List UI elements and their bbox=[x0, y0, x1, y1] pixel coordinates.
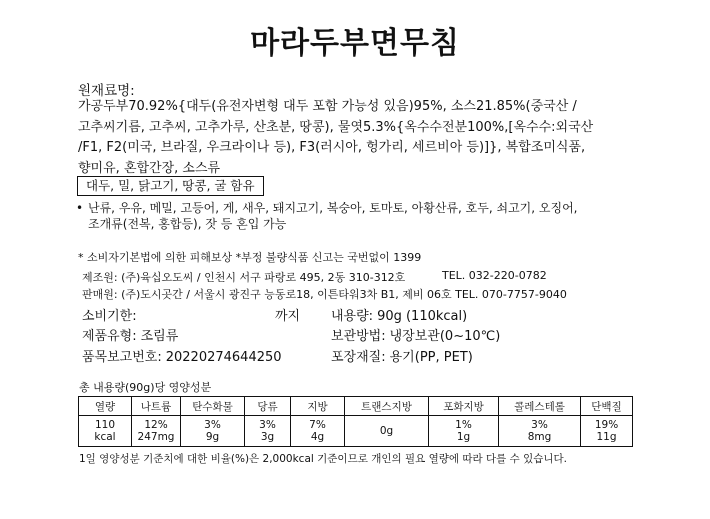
ingredients-line: /F1, F2(미국, 브라질, 우크라이나 등), F3(러시아, 헝가리, 세르비아 등)]}, 복합조미식품, bbox=[78, 140, 586, 155]
volume-label: 내용량: bbox=[331, 309, 374, 324]
storage-field bbox=[331, 325, 500, 344]
value-bottom: 4g bbox=[310, 431, 325, 443]
value-cell bbox=[499, 416, 581, 447]
cross-contamination-text bbox=[88, 200, 648, 232]
bullet-icon: • bbox=[76, 201, 84, 215]
header-cell: 트랜스지방 bbox=[345, 397, 429, 416]
value-cell bbox=[181, 416, 245, 447]
manufacturer-tel: TEL. 032-220-0782 bbox=[442, 269, 547, 282]
header-cell: 당류 bbox=[245, 397, 291, 416]
nutrition-title: 총 내용량(90g)당 영양성분 bbox=[79, 381, 212, 394]
value-top: 12% bbox=[144, 419, 168, 431]
value-top: 110 bbox=[94, 419, 116, 431]
value-bottom: 8mg bbox=[527, 431, 552, 443]
value-top: 0g bbox=[379, 425, 394, 437]
notice-line: 난류, 우유, 메밀, 고등어, 게, 새우, 돼지고기, 복숭아, 토마토, 아황산류, 호두, 쇠고기, 오징어, bbox=[88, 201, 578, 215]
value-bottom: 247mg bbox=[137, 431, 175, 443]
value-bottom: 3g bbox=[260, 431, 275, 443]
manufacturer-info: 제조원: (주)육십오도씨 / 인천시 서구 파랑로 495, 2동 310-312호 bbox=[82, 271, 406, 284]
product-title: 마라두부면무침 bbox=[250, 26, 460, 61]
ingredients-label: 원재료명: bbox=[78, 83, 135, 99]
expiry-field bbox=[82, 305, 137, 324]
volume-field bbox=[331, 305, 467, 324]
value-cell bbox=[345, 416, 429, 447]
value-top: 3% bbox=[259, 419, 276, 431]
storage-label: 보관방법: bbox=[331, 329, 386, 344]
value-cell bbox=[245, 416, 291, 447]
header-cell: 지방 bbox=[291, 397, 345, 416]
value-bottom: 1g bbox=[456, 431, 471, 443]
nutrition-header-row bbox=[79, 397, 633, 416]
value-cell bbox=[79, 416, 132, 447]
storage-value: 냉장보관(0~10℃) bbox=[389, 329, 501, 344]
header-cell: 탄수화물 bbox=[181, 397, 245, 416]
value-bottom: 9g bbox=[205, 431, 220, 443]
value-cell bbox=[291, 416, 345, 447]
value-cell bbox=[429, 416, 499, 447]
product-type-label: 제품유형: bbox=[82, 329, 137, 344]
expiry-label: 소비기한: bbox=[82, 309, 137, 324]
report-number-value: 20220274644250 bbox=[165, 350, 282, 365]
header-cell: 나트륨 bbox=[132, 397, 181, 416]
seller-info: 판매원: (주)도시곳간 / 서울시 광진구 능동로18, 이튼타워3차 B1, 제비 06호 TEL. 070-7757-9040 bbox=[82, 288, 567, 301]
notice-line: 조개류(전복, 홍합등), 잣 등 혼입 가능 bbox=[88, 217, 287, 231]
value-top: 3% bbox=[204, 419, 221, 431]
packaging-label: 포장재질: bbox=[331, 350, 386, 365]
header-cell: 열량 bbox=[79, 397, 132, 416]
report-number-label: 품목보고번호: bbox=[82, 350, 162, 365]
value-cell bbox=[581, 416, 633, 447]
ingredients-line: 향미유, 혼합간장, 소스류 bbox=[78, 160, 221, 176]
value-bottom: 11g bbox=[596, 431, 617, 443]
expiry-until: 까지 bbox=[275, 309, 301, 324]
volume-value: 90g (110kcal) bbox=[377, 309, 468, 324]
ingredients-line: 가공두부70.92%{대두(유전자변형 대두 포함 가능성 있음)95%, 소스21.85%(중국산 / bbox=[78, 99, 577, 114]
product-type-value: 조림류 bbox=[140, 329, 179, 344]
product-type-field bbox=[82, 325, 178, 344]
consumer-notice: * 소비자기본법에 의한 피해보상 *부정 불량식품 신고는 국번없이 1399 bbox=[78, 251, 422, 264]
value-top: 1% bbox=[455, 419, 472, 431]
report-number-field bbox=[82, 346, 282, 365]
nutrition-footnote: 1일 영양성분 기준치에 대한 비율(%)은 2,000kcal 기준이므로 개인의 필요 열량에 따라 다를 수 있습니다. bbox=[79, 453, 567, 465]
ingredients-list bbox=[78, 97, 638, 179]
nutrition-table bbox=[78, 396, 633, 447]
packaging-field bbox=[331, 346, 473, 365]
value-bottom: kcal bbox=[94, 431, 116, 443]
packaging-value: 용기(PP, PET) bbox=[389, 350, 473, 365]
allergen-box: 대두, 밀, 닭고기, 땅콩, 굴 함유 bbox=[77, 176, 264, 196]
value-cell bbox=[132, 416, 181, 447]
header-cell: 단백질 bbox=[581, 397, 633, 416]
value-top: 3% bbox=[531, 419, 548, 431]
header-cell: 포화지방 bbox=[429, 397, 499, 416]
value-top: 19% bbox=[594, 419, 619, 431]
header-cell: 콜레스테롤 bbox=[499, 397, 581, 416]
nutrition-value-row bbox=[79, 416, 633, 447]
value-top: 7% bbox=[309, 419, 326, 431]
ingredients-line: 고추씨기름, 고추씨, 고추가루, 산초분, 땅콩), 물엿5.3%{옥수수전분100%,[옥수수:외국산 bbox=[78, 119, 594, 135]
